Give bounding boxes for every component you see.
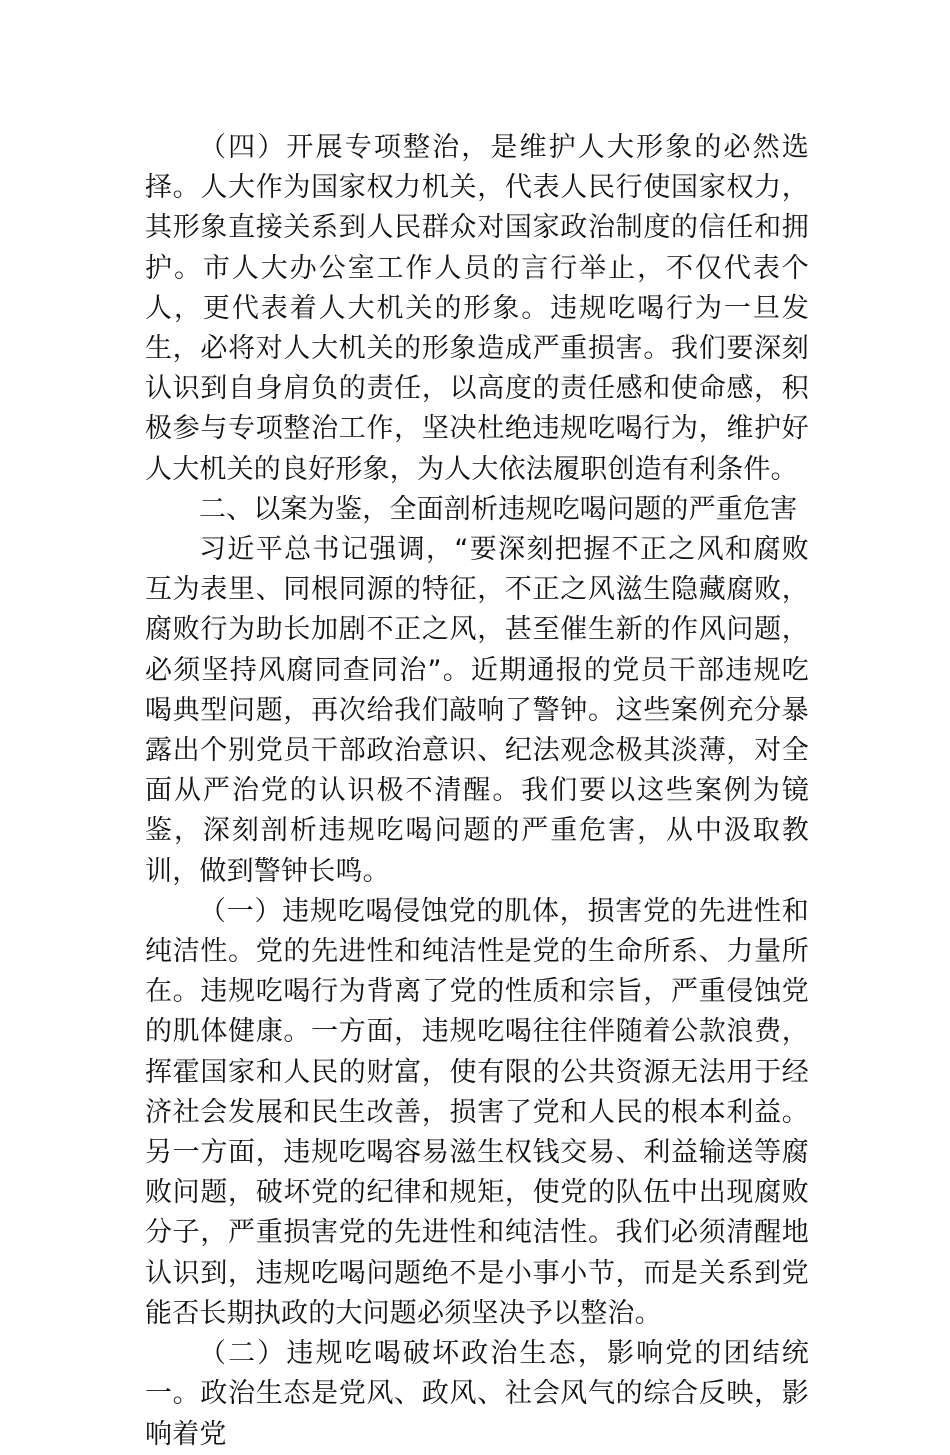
section-heading-two: 二、以案为鉴，全面剖析违规吃喝问题的严重危害: [199, 493, 798, 525]
paragraph-subsection-two: （二）违规吃喝破坏政治生态，影响党的团结统一。政治生态是党风、政风、社会风气的综合反映，影响着党: [145, 1338, 809, 1450]
paragraph-quote-xi: 习近平总书记强调，“要深刻把握不正之风和腐败互为表里、同根同源的特征，不正之风滋生隐藏腐败，腐败行为助长加剧不正之风，甚至催生新的作风问题，必须坚持风腐同查同治”。近期通报的党员干部违规吃喝典型问题，再次给我们敲响了警钟。这些案例充分暴露出个别党员干部政治意识、纪法观念极其淡薄，对全面从严治党的认识极不清醒。我们要以这些案例为镜鉴，深刻剖析违规吃喝问题的严重危害，从中汲取教训，做到警钟长鸣。: [145, 534, 809, 887]
paragraph-subsection-one: （一）违规吃喝侵蚀党的肌体，损害党的先进性和纯洁性。党的先进性和纯洁性是党的生命所系、力量所在。违规吃喝行为背离了党的性质和宗旨，严重侵蚀党的肌体健康。一方面，违规吃喝往往伴随着公款浪费，挥霍国家和人民的财富，使有限的公共资源无法用于经济社会发展和民生改善，损害了党和人民的根本利益。另一方面，违规吃喝容易滋生权钱交易、利益输送等腐败问题，破坏党的纪律和规矩，使党的队伍中出现腐败分子，严重损害党的先进性和纯洁性。我们必须清醒地认识到，违规吃喝问题绝不是小事小节，而是关系到党能否长期执政的大问题必须坚决予以整治。: [145, 895, 809, 1329]
paragraph-section-four: （四）开展专项整治，是维护人大形象的必然选择。人大作为国家权力机关，代表人民行使国家权力，其形象直接关系到人民群众对国家政治制度的信任和拥护。市人大办公室工作人员的言行举止，不仅代表个人，更代表着人大机关的形象。违规吃喝行为一旦发生，必将对人大机关的形象造成严重损害。我们要深刻认识到自身肩负的责任，以高度的责任感和使命感，积极参与专项整治工作，坚决杜绝违规吃喝行为，维护好人大机关的良好形象，为人大依法履职创造有利条件。: [145, 132, 809, 485]
document-body: [145, 128, 809, 1455]
